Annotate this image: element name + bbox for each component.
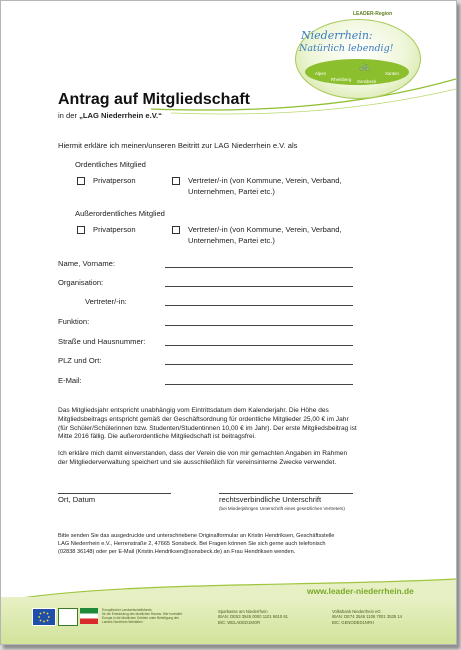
page-subtitle: in der „LAG Niederrhein e.V.“: [58, 111, 162, 120]
leader-logo-icon: [58, 608, 78, 626]
plz-input-line[interactable]: [165, 364, 353, 365]
ordentlich-vertreter-checkbox[interactable]: [172, 177, 180, 185]
logo-place-1: Rheinberg: [331, 77, 352, 82]
signature-label: rechtsverbindliche Unterschrift: [219, 495, 322, 504]
funktion-label: Funktion:: [58, 317, 90, 326]
logo-region-label: LEADER-Region: [353, 11, 393, 17]
signature-line[interactable]: [219, 493, 353, 494]
ordentlich-privat-label: Privatperson: [93, 176, 136, 185]
signature-note: (bei Minderjährigen Unterschrift eines gesetzlichen Vertreters): [219, 506, 345, 511]
ausserordentlich-privat-checkbox[interactable]: [77, 226, 85, 234]
ordentlich-vertreter-label-2: Unternehmen, Partei etc.): [188, 187, 275, 196]
leader-region-logo: [293, 7, 423, 103]
bank1-info: Sparkasse am Niederrhein IBAN: DE53 3545 0000 1101 6610 61 BIC: WELADED1MOR: [218, 609, 289, 625]
bicycle-icon: 🚲: [359, 61, 371, 71]
vertreter-label: Vertreter/-in:: [85, 297, 127, 306]
page-title: Antrag auf Mitgliedschaft: [58, 91, 251, 108]
plz-label: PLZ und Ort:: [58, 356, 102, 365]
ausserordentlich-heading: Außerordentliches Mitglied: [75, 209, 165, 218]
ordentlich-vertreter-label-1: Vertreter/-in (von Kommune, Verein, Verband,: [188, 176, 342, 185]
ordentlich-privat-checkbox[interactable]: [77, 177, 85, 185]
ausserordentlich-vertreter-checkbox[interactable]: [172, 226, 180, 234]
organisation-input-line[interactable]: [165, 286, 353, 287]
website-link[interactable]: www.leader-niederrhein.de: [307, 586, 414, 596]
strasse-input-line[interactable]: [165, 345, 353, 346]
ausserordentlich-privat-label: Privatperson: [93, 225, 136, 234]
ordentlich-heading: Ordentliches Mitglied: [75, 160, 146, 169]
funktion-input-line[interactable]: [165, 325, 353, 326]
eu-fund-text: Europäischer Landwirtschaftsfonds für die Entwicklung des ländlichen Raums: Hier investiert Europa in die ländlichen Gebiete unter Beteiligung des Landes Nordrhein-Westfalen: [102, 608, 183, 624]
logo-place-3: Xanten: [385, 71, 399, 76]
ausserordentlich-vertreter-label-1: Vertreter/-in (von Kommune, Verein, Verband,: [188, 225, 342, 234]
eu-flag-icon: [32, 608, 56, 626]
ort-datum-line[interactable]: [58, 493, 171, 494]
consent-paragraph: Ich erkläre mich damit einverstanden, dass der Verein die von mir gemachten Angaben im Rahmen der Mitgliederverwaltung speichert und sie ausschließlich für vereinsinterne Zwecke verwendet.: [58, 450, 348, 466]
logo-line1: Niederrhein:: [301, 29, 373, 42]
ausserordentlich-vertreter-label-2: Unternehmen, Partei etc.): [188, 236, 275, 245]
email-input-line[interactable]: [165, 384, 353, 385]
name-input-line[interactable]: [165, 267, 353, 268]
bank2-info: Volksbank Niederrhein eG IBAN: DE74 3546 1106 7001 3535 14 BIC: GENODED1NRH: [332, 609, 403, 625]
logo-place-0: Alpen: [315, 71, 327, 76]
strasse-label: Straße und Hausnummer:: [58, 337, 146, 346]
email-label: E-Mail:: [58, 376, 82, 385]
intro-text: Hiermit erkläre ich meinen/unseren Beitritt zur LAG Niederrhein e.V. als: [58, 141, 298, 150]
logo-line2: Natürlich lebendig!: [299, 43, 394, 54]
ort-datum-label: Ort, Datum: [58, 495, 96, 504]
organisation-label: Organisation:: [58, 278, 104, 287]
nrw-logo-icon: [80, 608, 98, 624]
closing-paragraph: Bitte senden Sie das ausgedruckte und unterschriebene Originalformular an Kristin Hendriksen, Geschäftsstelle LAG Niederrhein e.V., Herrenstraße 2, 47665 Sonsbeck. Bei Fragen können Sie sich gerne auch telefonisch (02838 36148) oder per E-Mail (Kristin.Hendriksen@sonsbeck.de) an Frau Hendriksen wenden.: [58, 533, 335, 555]
membership-paragraph: Das Mitgliedsjahr entspricht unabhängig vom Eintrittsdatum dem Kalenderjahr. Die Höhe des Mitgliedsbeitrags entspricht gemäß der Geschäftsordnung für ordentliche Mitglieder 25,00 € im Jahr (für Schüler/Schülerinnen bzw. Studenten/Studentinnen 10,00 € im Jahr). Der erste Mitgliedsbeitrag ist Mitte 2016 fällig. Die außerordentliche Mitgliedschaft ist beitragsfrei.: [58, 407, 357, 441]
name-label: Name, Vorname:: [58, 259, 115, 268]
vertreter-input-line[interactable]: [165, 305, 353, 306]
logo-place-2: Sonsbeck: [357, 79, 377, 84]
